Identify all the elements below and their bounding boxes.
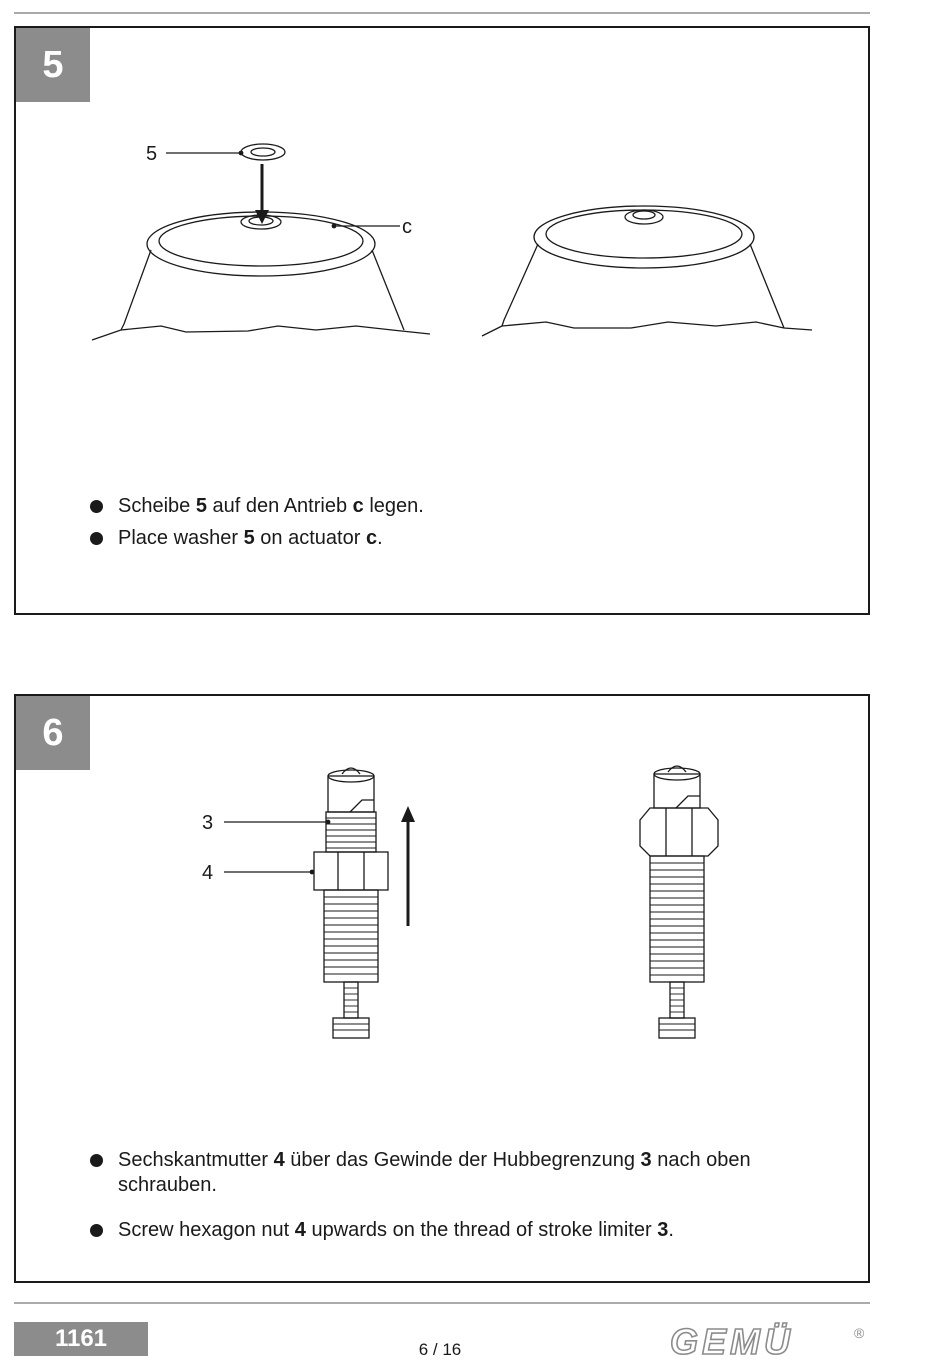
instruction-de: Sechskantmutter 4 über das Gewinde der Hubbegrenzung 3 nach oben schrauben. — [88, 1148, 788, 1198]
instruction-de: Scheibe 5 auf den Antrieb c legen. — [88, 494, 424, 519]
callout-actuator-c: c — [402, 216, 412, 238]
instruction-en: Screw hexagon nut 4 upwards on the thread of stroke limiter 3. — [88, 1218, 788, 1243]
footer-rule — [14, 1302, 870, 1304]
instruction-en: Place washer 5 on actuator c. — [88, 526, 424, 551]
step-6-box — [14, 694, 870, 1283]
top-rule — [14, 12, 870, 14]
callout-washer-5: 5 — [146, 143, 158, 165]
gemu-logo — [668, 1322, 872, 1358]
logo-text: GEMÜ — [670, 1322, 794, 1358]
callout-stroke-limiter-3: 3 — [202, 812, 214, 834]
document-number-badge: 1161 — [14, 1322, 148, 1356]
step-5-box — [14, 26, 870, 615]
step-6-instructions — [88, 1148, 788, 1243]
page-number: 6 / 16 — [418, 1340, 462, 1359]
registered-mark: ® — [854, 1325, 865, 1341]
step-number: 5 — [16, 28, 90, 102]
step-5-instructions — [88, 494, 424, 551]
step-5-figure — [16, 28, 868, 428]
step-6-figure — [16, 696, 868, 1056]
callout-hex-nut-4: 4 — [202, 862, 214, 884]
step-number: 6 — [16, 696, 90, 770]
